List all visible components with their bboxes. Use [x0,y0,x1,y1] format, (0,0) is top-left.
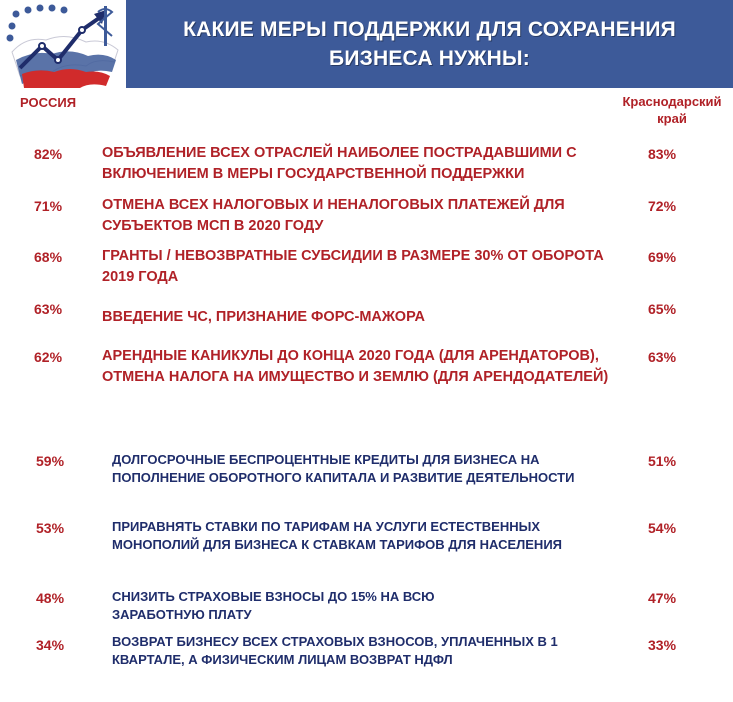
region-percent: 54% [648,520,677,536]
measure-text: ВВЕДЕНИЕ ЧС, ПРИЗНАНИЕ ФОРС-МАЖОРА [102,309,425,325]
measure-text: СНИЗИТЬ СТРАХОВЫЕ ВЗНОСЫ ДО 15% НА ВСЮ ЗАРАБОТНУЮ ПЛАТУ [112,589,435,622]
region-percent: 51% [648,453,677,469]
region-percent: 63% [648,349,677,365]
russia-percent: 34% [36,637,65,653]
measure-text: ГРАНТЫ / НЕВОЗВРАТНЫЕ СУБСИДИИ В РАЗМЕРЕ 30% ОТ ОБОРОТА 2019 ГОДА [102,248,604,285]
region-percent: 69% [648,249,677,265]
logo [6,2,126,90]
measure-text: ОБЪЯВЛЕНИЕ ВСЕХ ОТРАСЛЕЙ НАИБОЛЕЕ ПОСТРАДАВШИМИ С ВКЛЮЧЕНИЕМ В МЕРЫ ГОСУДАРСТВЕННОЙ ПОДДЕРЖКИ [102,145,577,182]
measure-text: ДОЛГОСРОЧНЫЕ БЕСПРОЦЕНТНЫЕ КРЕДИТЫ ДЛЯ БИЗНЕСА НА ПОПОЛНЕНИЕ ОБОРОТНОГО КАПИТАЛА И РАЗВИТИЕ ДЕЯТЕЛЬНОСТИ [112,452,575,485]
measure-text: ПРИРАВНЯТЬ СТАВКИ ПО ТАРИФАМ НА УСЛУГИ ЕСТЕСТВЕННЫХ МОНОПОЛИЙ ДЛЯ БИЗНЕСА К СТАВКАМ ТАРИФОВ ДЛЯ НАСЕЛЕНИЯ [112,519,563,552]
region-percent: 83% [648,146,677,162]
column-label-russia: РОССИЯ [20,95,77,110]
russia-map-growth-logo-icon [6,2,126,90]
page-title: КАКИЕ МЕРЫ ПОДДЕРЖКИ ДЛЯ СОХРАНЕНИЯ БИЗНЕСА НУЖНЫ: [183,18,676,70]
column-label-region: Краснодарский край [622,94,722,126]
russia-percent: 48% [36,590,65,606]
russia-percent: 68% [34,249,63,265]
region-percent: 72% [648,198,677,214]
russia-percent: 63% [34,301,63,317]
region-percent: 47% [648,590,677,606]
measure-text: ВОЗВРАТ БИЗНЕСУ ВСЕХ СТРАХОВЫХ ВЗНОСОВ, УПЛАЧЕННЫХ В 1 КВАРТАЛЕ, А ФИЗИЧЕСКИМ ЛИЦАМ ВОЗВРАТ НДФЛ [112,634,558,667]
header-banner [126,0,733,88]
region-percent: 65% [648,301,677,317]
region-percent: 33% [648,637,677,653]
russia-percent: 59% [36,453,65,469]
russia-percent: 62% [34,349,63,365]
measure-text: АРЕНДНЫЕ КАНИКУЛЫ ДО КОНЦА 2020 ГОДА (ДЛЯ АРЕНДАТОРОВ), ОТМЕНА НАЛОГА НА ИМУЩЕСТВО И ЗЕМЛЮ (ДЛЯ АРЕНДОДАТЕЛЕЙ) [102,348,609,385]
measure-text: ОТМЕНА ВСЕХ НАЛОГОВЫХ И НЕНАЛОГОВЫХ ПЛАТЕЖЕЙ ДЛЯ СУБЪЕКТОВ МСП В 2020 ГОДУ [102,197,565,234]
russia-percent: 53% [36,520,65,536]
russia-percent: 82% [34,146,63,162]
russia-percent: 71% [34,198,63,214]
